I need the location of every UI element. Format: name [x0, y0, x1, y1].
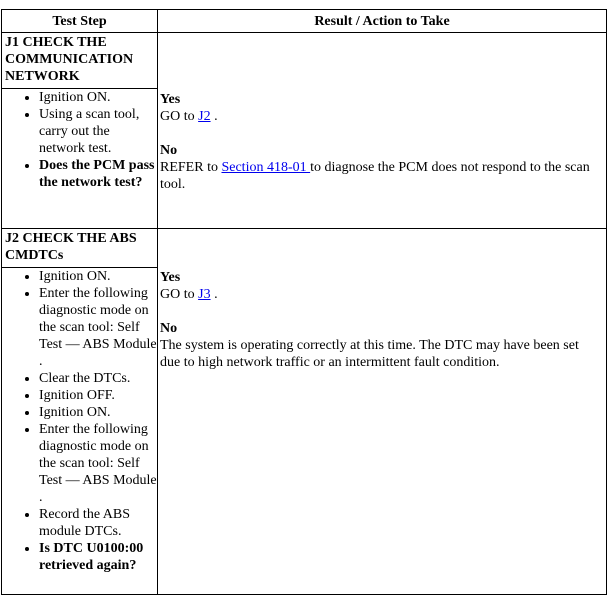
- link-section-418-01[interactable]: Section 418-01: [221, 160, 311, 175]
- test-step-table: [1, 9, 607, 595]
- step-title: J2 CHECK THE ABS CMDTCs: [2, 229, 157, 268]
- table-row-j2: [2, 229, 607, 595]
- list-item: • Enter the following diagnostic mode on the scan tool: Self Test — ABS Module .: [39, 285, 157, 370]
- link-j2[interactable]: J2: [198, 109, 211, 124]
- no-label: No: [160, 143, 178, 158]
- step-title: J1 CHECK THE COMMUNICATION NETWORK: [2, 33, 157, 89]
- yes-action: GO to J3 .: [160, 287, 218, 302]
- table-row-j1: [2, 33, 607, 229]
- list-item: • Using a scan tool, carry out the network test.: [39, 106, 157, 157]
- column-header-test-step: Test Step: [2, 10, 158, 33]
- test-step-cell: [2, 229, 158, 595]
- step-question: • Does the PCM pass the network test?: [39, 157, 157, 191]
- test-step-cell: [2, 33, 158, 229]
- list-item: • Clear the DTCs.: [39, 370, 157, 387]
- result-cell: [158, 229, 607, 595]
- list-item: • Ignition ON.: [39, 404, 157, 421]
- result-cell: [158, 33, 607, 229]
- yes-label: Yes: [160, 92, 181, 107]
- table-header-row: [2, 10, 607, 33]
- list-item: • Ignition OFF.: [39, 387, 157, 404]
- action-list: [2, 89, 157, 191]
- step-question: • Is DTC U0100:00 retrieved again?: [39, 540, 157, 574]
- no-action: The system is operating correctly at this time. The DTC may have been set due to high network traffic or an intermittent fault condition.: [160, 338, 579, 370]
- yes-label: Yes: [160, 270, 181, 285]
- column-header-result: Result / Action to Take: [158, 10, 607, 33]
- yes-action: GO to J2 .: [160, 109, 218, 124]
- list-item: • Enter the following diagnostic mode on the scan tool: Self Test — ABS Module .: [39, 421, 157, 506]
- list-item: • Ignition ON.: [39, 89, 157, 106]
- list-item: • Record the ABS module DTCs.: [39, 506, 157, 540]
- list-item: • Ignition ON.: [39, 268, 157, 285]
- link-j3[interactable]: J3: [198, 287, 211, 302]
- no-label: No: [160, 321, 178, 336]
- action-list: [2, 268, 157, 574]
- no-action: REFER to Section 418-01 to diagnose the PCM does not respond to the scan tool.: [160, 160, 590, 192]
